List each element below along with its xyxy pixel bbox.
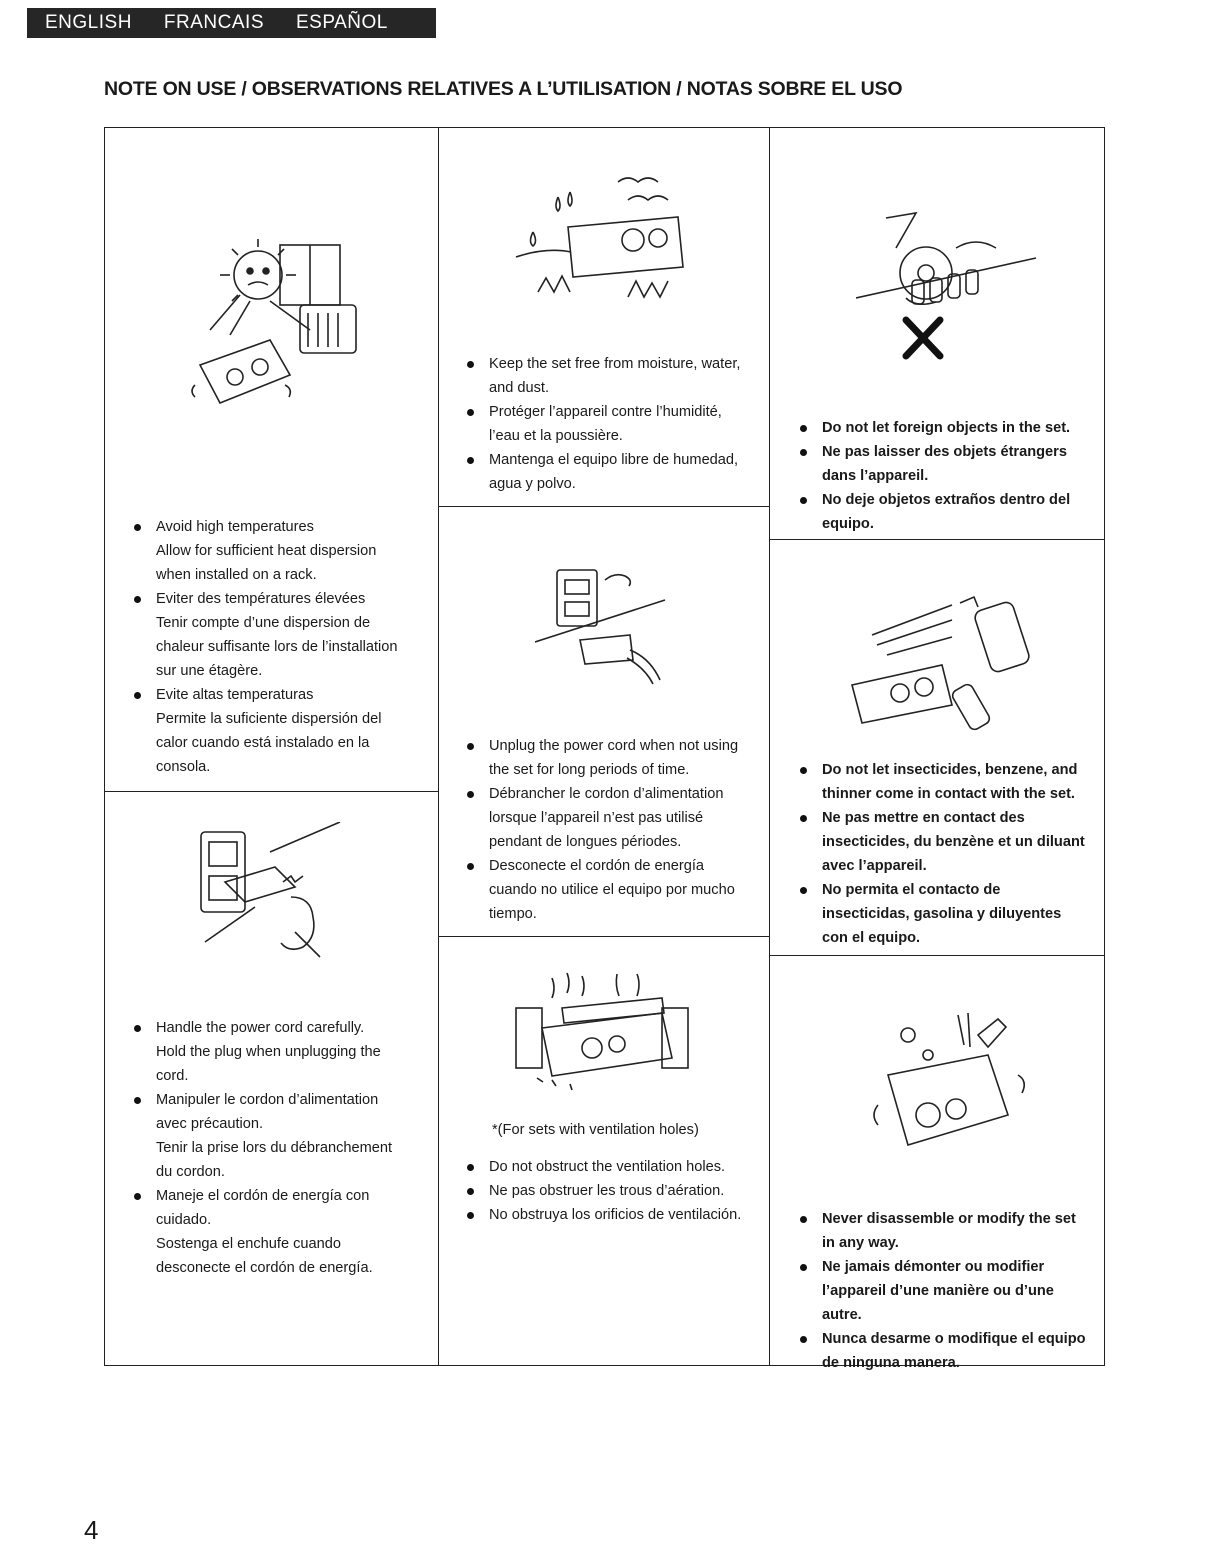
- disassemble-illustration: [868, 1005, 1038, 1165]
- sun-heat-illustration: [180, 235, 380, 415]
- list-item: Handle the power cord carefully. Hold the plug when unplugging the cord.: [130, 1016, 412, 1088]
- language-bar: [27, 8, 436, 38]
- list-item: Unplug the power cord when not using the set for long periods of time.: [463, 734, 751, 782]
- list-item: Do not let foreign objects in the set.: [796, 416, 1088, 440]
- column-divider: [438, 127, 439, 1366]
- cord-notes: [130, 1016, 412, 1280]
- list-item: No deje objetos extraños dentro del equipo.: [796, 488, 1088, 536]
- plug-outlet-illustration: [195, 822, 345, 962]
- list-item: Ne pas laisser des objets étrangers dans l’appareil.: [796, 440, 1088, 488]
- list-item: Never disassemble or modify the set in any way.: [796, 1207, 1088, 1255]
- foreign-objects-notes: [796, 416, 1088, 536]
- row-divider: [438, 936, 769, 937]
- column-divider: [769, 127, 770, 1366]
- list-item: Ne pas obstruer les trous d’aération.: [463, 1179, 751, 1203]
- list-item: Ne pas mettre en contact des insecticides, du benzène et un diluant avec l’appareil.: [796, 806, 1088, 878]
- disassemble-notes: [796, 1207, 1088, 1375]
- heat-notes: [130, 515, 412, 779]
- ventilation-notes: [463, 1155, 751, 1227]
- list-item: Keep the set free from moisture, water, and dust.: [463, 352, 751, 400]
- list-item: Ne jamais démonter ou modifier l’appareil d’une manière ou d’une autre.: [796, 1255, 1088, 1327]
- list-item: Manipuler le cordon d’alimentation avec précaution. Tenir la prise lors du débranchement du cordon.: [130, 1088, 412, 1184]
- list-item: Do not let insecticides, benzene, and thinner come in contact with the set.: [796, 758, 1088, 806]
- unplug-illustration: [535, 560, 685, 690]
- list-item: Eviter des températures élevées Tenir compte d’une dispersion de chaleur suffisante lors de l’installation sur une étagère.: [130, 587, 412, 683]
- list-item: Avoid high temperatures Allow for sufficient heat dispersion when installed on a rack.: [130, 515, 412, 587]
- insecticide-notes: [796, 758, 1088, 950]
- list-item: Do not obstruct the ventilation holes.: [463, 1155, 751, 1179]
- row-divider: [438, 506, 769, 507]
- language-francais[interactable]: FRANCAIS: [163, 12, 264, 33]
- page-title: NOTE ON USE / OBSERVATIONS RELATIVES A L’UTILISATION / NOTAS SOBRE EL USO: [104, 78, 903, 100]
- list-item: Mantenga el equipo libre de humedad, agua y polvo.: [463, 448, 751, 496]
- row-divider: [769, 539, 1105, 540]
- list-item: No obstruya los orificios de ventilación.: [463, 1203, 751, 1227]
- list-item: Débrancher le cordon d’alimentation lorsque l’appareil n’est pas utilisé pendant de longues périodes.: [463, 782, 751, 854]
- unplug-notes: [463, 734, 751, 926]
- insecticide-spray-illustration: [842, 575, 1042, 735]
- moisture-notes: [463, 352, 751, 496]
- list-item: Maneje el cordón de energía con cuidado. Sostenga el enchufe cuando desconecte el cordón de energía.: [130, 1184, 412, 1280]
- list-item: Desconecte el cordón de energía cuando no utilice el equipo por mucho tiempo.: [463, 854, 751, 926]
- ventilation-footnote: *(For sets with ventilation holes): [492, 1122, 699, 1138]
- language-english[interactable]: ENGLISH: [45, 12, 132, 33]
- moisture-illustration: [508, 172, 708, 312]
- page-number: 4: [84, 1515, 99, 1545]
- row-divider: [769, 955, 1105, 956]
- list-item: Nunca desarme o modifique el equipo de ninguna manera.: [796, 1327, 1088, 1375]
- list-item: Evite altas temperaturas Permite la suficiente dispersión del calor cuando está instalado en la consola.: [130, 683, 412, 779]
- foreign-objects-illustration: [856, 208, 1046, 368]
- list-item: Protéger l’appareil contre l’humidité, l’eau et la poussière.: [463, 400, 751, 448]
- language-espanol[interactable]: ESPAÑOL: [296, 12, 388, 33]
- row-divider: [104, 791, 438, 792]
- ventilation-illustration: [512, 968, 702, 1093]
- list-item: No permita el contacto de insecticidas, gasolina y diluyentes con el equipo.: [796, 878, 1088, 950]
